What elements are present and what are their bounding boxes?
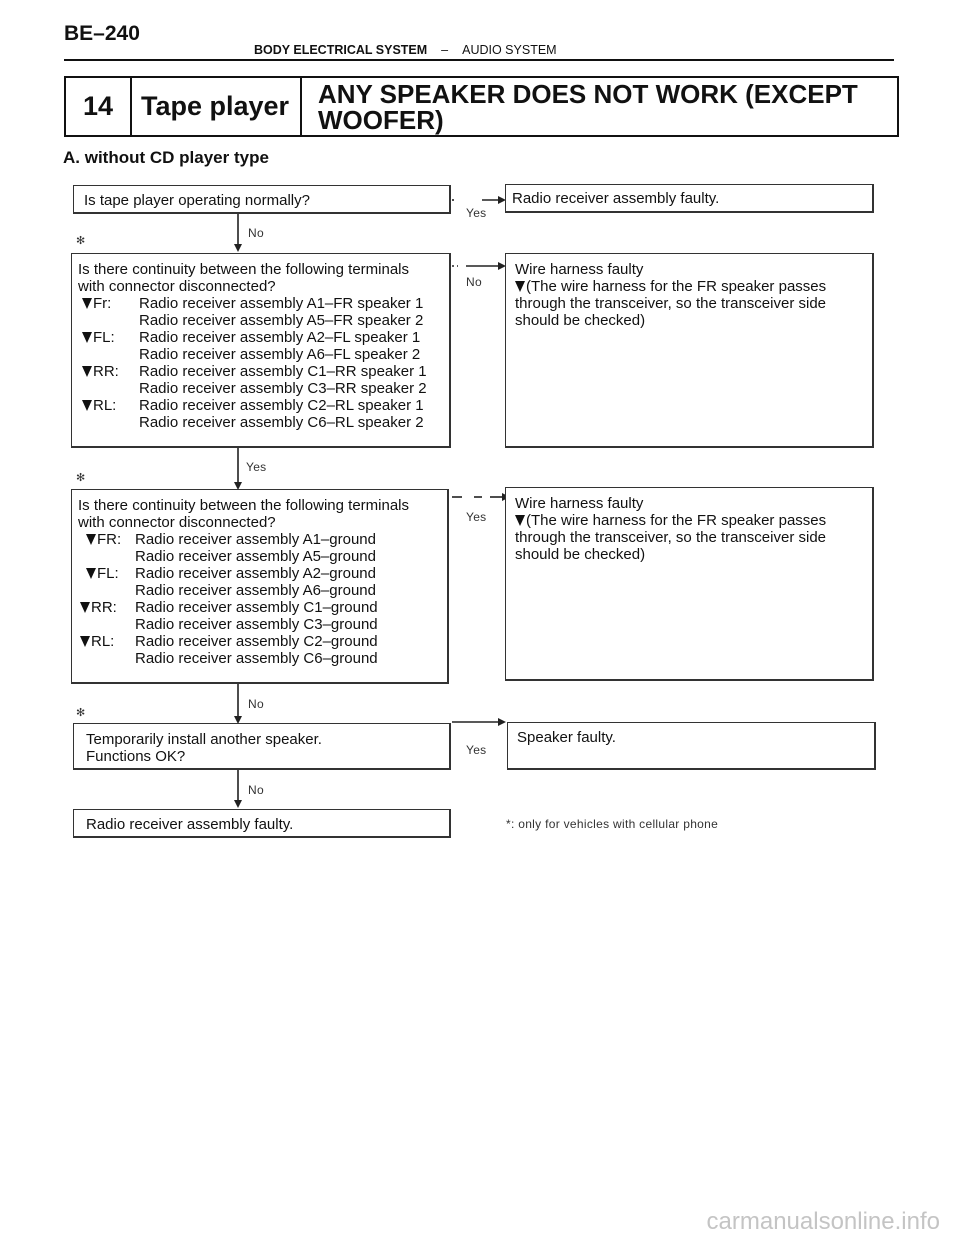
q3-row-text: Radio receiver assembly A1–ground	[135, 531, 376, 548]
q4-line: Temporarily install another speaker.	[86, 731, 322, 748]
footnote: *: only for vehicles with cellular phone	[506, 817, 719, 831]
yes-label-3: Yes	[466, 510, 487, 524]
q2-row-text: Radio receiver assembly A6–FL speaker 2	[139, 346, 421, 363]
yes-label-1: Yes	[466, 206, 487, 220]
triangle-marker-icon	[86, 534, 96, 545]
q2-row-text: Radio receiver assembly C3–RR speaker 2	[139, 380, 427, 397]
q2-row-text: Radio receiver assembly C6–RL speaker 2	[139, 414, 424, 431]
final-result-box	[73, 809, 451, 838]
question-box-2	[71, 253, 451, 448]
q2-row-text: Radio receiver assembly A5–FR speaker 2	[139, 312, 424, 329]
no-label-1: No	[248, 226, 264, 240]
header-separator: –	[441, 43, 449, 57]
q4-line: Functions OK?	[86, 748, 186, 765]
no-label-3: No	[248, 697, 264, 711]
triangle-marker-icon	[82, 366, 92, 377]
r2-line: should be checked)	[515, 312, 646, 329]
q3-row-text: Radio receiver assembly C2–ground	[135, 633, 378, 650]
q2-row-text: Radio receiver assembly C2–RL speaker 1	[139, 397, 424, 414]
triangle-marker-icon	[80, 636, 90, 647]
q2-row-text: Radio receiver assembly A2–FL speaker 1	[139, 329, 421, 346]
triangle-marker-icon	[82, 332, 92, 343]
q2-row-fl: FL:	[82, 329, 115, 346]
q2-row-text: Radio receiver assembly C1–RR speaker 1	[139, 363, 427, 380]
q2-line: Is there continuity between the following terminals	[78, 261, 410, 278]
q3-line: with connector disconnected?	[78, 514, 276, 531]
q3-row-text: Radio receiver assembly C6–ground	[135, 650, 378, 667]
r3-line: through the transceiver, so the transceiver side	[515, 529, 827, 546]
problem-number: 14	[66, 78, 132, 135]
q3-line: Is there continuity between the following terminals	[78, 497, 410, 514]
r4-text: Speaker faulty.	[517, 729, 616, 746]
q2-row-fr: Fr:	[82, 295, 111, 312]
q3-row-fr: FR:	[86, 531, 121, 548]
q3-row-text: Radio receiver assembly C1–ground	[135, 599, 378, 616]
asterisk-mark-3: ✻	[76, 707, 86, 719]
result-1-text: Radio receiver assembly faulty.	[512, 190, 720, 207]
question-box-1	[73, 185, 451, 214]
no-label-2: No	[466, 275, 482, 289]
final-result-text: Radio receiver assembly faulty.	[86, 816, 294, 833]
q3-row-text: Radio receiver assembly C3–ground	[135, 616, 378, 633]
question-box-3	[71, 489, 449, 684]
r3-line: Wire harness faulty	[515, 495, 644, 512]
q3-row-text: Radio receiver assembly A2–ground	[135, 565, 376, 582]
triangle-marker-icon	[82, 298, 92, 309]
subsection-title: AUDIO SYSTEM	[462, 43, 557, 57]
yes-label-2: Yes	[246, 460, 267, 474]
page-number: BE–240	[64, 22, 140, 45]
asterisk-mark-2: ✻	[76, 472, 86, 484]
section-label: A. without CD player type	[63, 148, 269, 167]
no-label-4: No	[248, 783, 264, 797]
triangle-marker-icon	[515, 281, 525, 292]
q2-line: with connector disconnected?	[78, 278, 276, 295]
r3-line: (The wire harness for the FR speaker passes	[515, 512, 826, 529]
result-box-4	[507, 722, 876, 770]
q3-row-fl: FL:	[86, 565, 119, 582]
yes-label-4: Yes	[466, 743, 487, 757]
triangle-marker-icon	[82, 400, 92, 411]
asterisk-mark-1: ✻	[76, 235, 86, 247]
r3-line: should be checked)	[515, 546, 646, 563]
q3-row-text: Radio receiver assembly A6–ground	[135, 582, 376, 599]
q2-row-text: Radio receiver assembly A1–FR speaker 1	[139, 295, 424, 312]
watermark: carmanualsonline.info	[706, 1208, 940, 1235]
question-box-4	[73, 723, 451, 770]
question-1-text: Is tape player operating normally?	[84, 192, 310, 209]
problem-category: Tape player	[130, 78, 302, 135]
problem-description: ANY SPEAKER DOES NOT WORK (EXCEPT WOOFER)	[318, 79, 858, 135]
r2-line: Wire harness faulty	[515, 261, 644, 278]
r2-line: (The wire harness for the FR speaker passes	[515, 278, 826, 295]
r2-line: through the transceiver, so the transceiver side	[515, 295, 827, 312]
q2-row-rr: RR:	[82, 363, 119, 380]
q3-row-rl: RL:	[80, 633, 114, 650]
triangle-marker-icon	[80, 602, 90, 613]
triangle-marker-icon	[86, 568, 96, 579]
q3-row-rr: RR:	[80, 599, 117, 616]
section-title: BODY ELECTRICAL SYSTEM	[254, 43, 428, 57]
result-box-2	[505, 253, 874, 448]
result-box-3	[505, 487, 874, 681]
q2-row-rl: RL:	[82, 397, 116, 414]
q3-row-text: Radio receiver assembly A5–ground	[135, 548, 376, 565]
result-box-1	[505, 184, 874, 213]
triangle-marker-icon	[515, 515, 525, 526]
